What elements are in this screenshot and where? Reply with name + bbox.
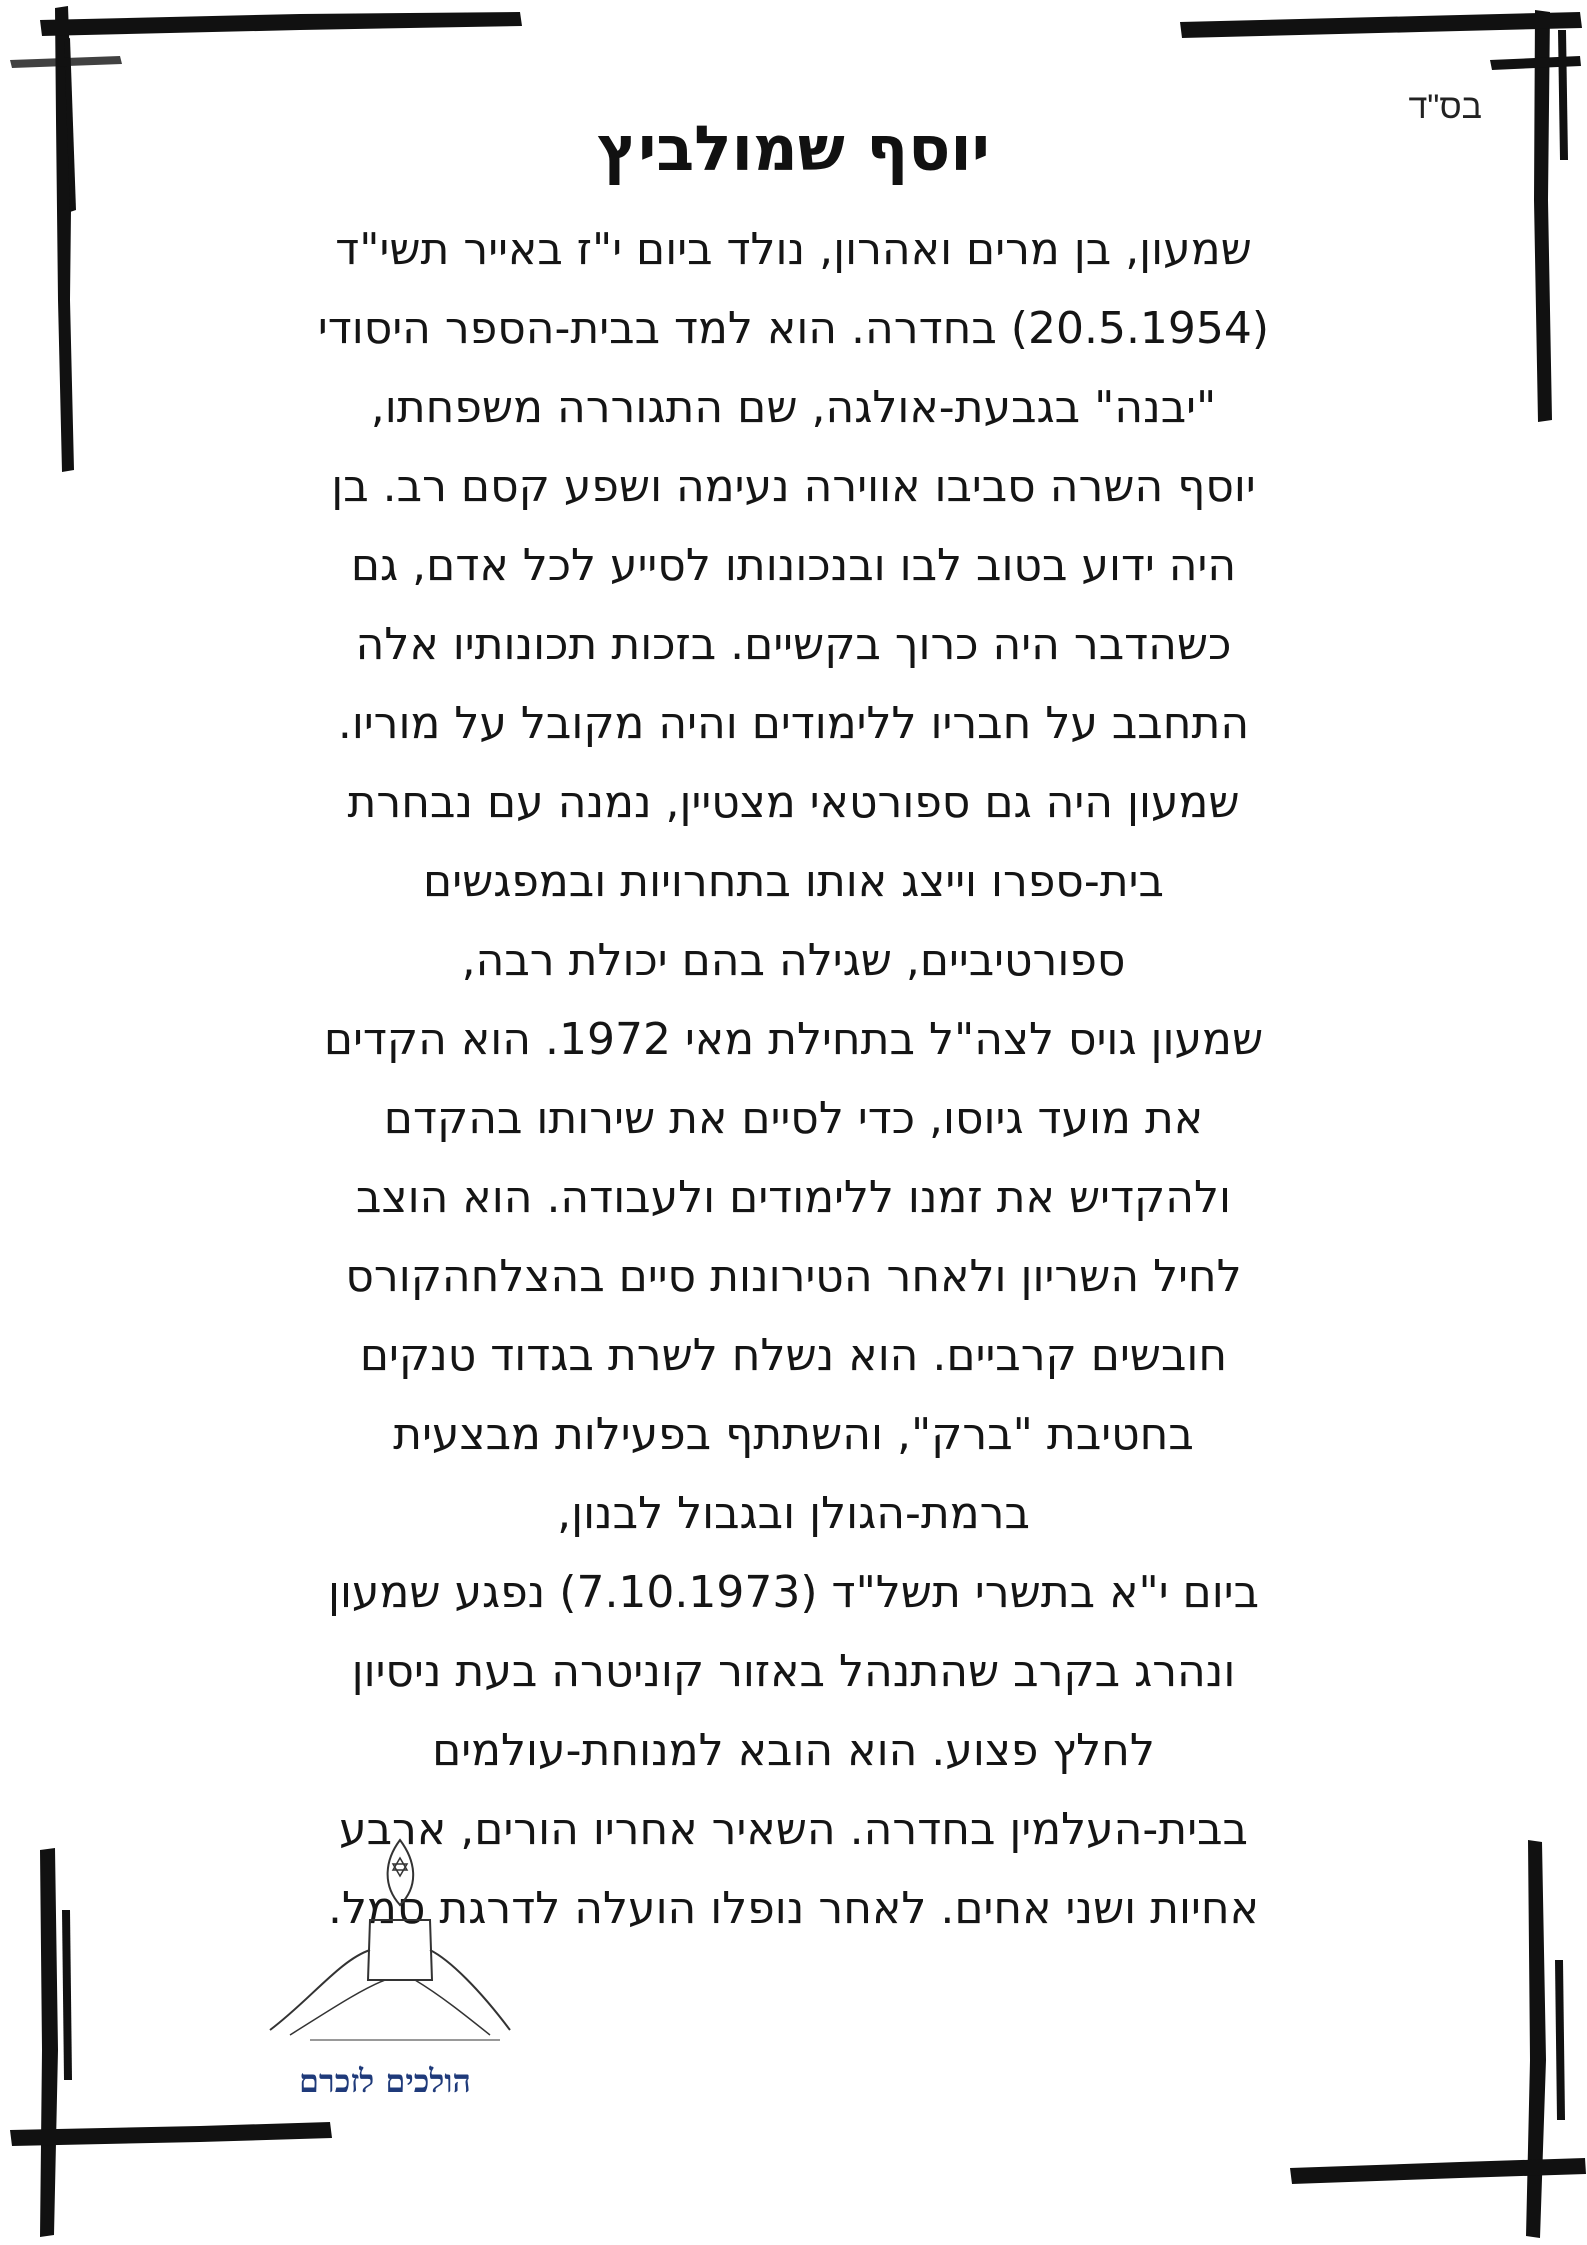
body-line: כשהדבר היה כרוך בקשיים. בזכות תכונותיו אלה bbox=[355, 619, 1232, 670]
body-line: לחלץ פצוע. הוא הובא למנוחת-עולמים bbox=[432, 1725, 1155, 1776]
biography-body bbox=[130, 210, 1457, 1948]
body-line: חובשים קרביים. הוא נשלח לשרת בגדוד טנקים bbox=[359, 1330, 1228, 1381]
body-line: ולהקדיש את זמנו ללימודים ולעבודה. הוא הוצב bbox=[356, 1172, 1231, 1223]
logo-caption: הולכים לזכרם bbox=[299, 2062, 471, 2100]
body-line: היה ידוע בטוב לבו ובנכונותו לסייע לכל אדם, גם bbox=[350, 540, 1237, 591]
body-line: יוסף השרה סביבו אווירה נעימה ושפע קסם רב. בן bbox=[331, 461, 1256, 512]
body-line: אחיות ושני אחים. לאחר נופלו הועלה לדרגת סמל. bbox=[327, 1883, 1260, 1934]
body-line: שמעון גויס לצה"ל בתחילת מאי 1972. הוא הקדים bbox=[323, 1014, 1264, 1065]
body-line: "יבנה" בגבעת-אולגה, שם התגוררה משפחתו, bbox=[370, 382, 1217, 433]
body-line: שמעון, בן מרים ואהרון, נולד ביום י"ז באייר תשי"ד bbox=[335, 224, 1252, 275]
body-line: ספורטיביים, שגילה בהם יכולת רבה, bbox=[461, 935, 1126, 986]
body-line: התחבב על חבריו ללימודים והיה מקובל על מוריו. bbox=[337, 698, 1250, 749]
body-line: בבית-העלמין בחדרה. השאיר אחריו הורים, ארבע bbox=[339, 1804, 1248, 1855]
body-line: בחטיבת "ברק", והשתתף בפעילות מבצעית bbox=[393, 1409, 1194, 1460]
body-line: ברמת-הגולן ובגבול לבנון, bbox=[557, 1488, 1030, 1539]
body-line: שמעון היה גם ספורטאי מצטיין, נמנה עם נבחרת bbox=[347, 777, 1240, 828]
body-line: (20.5.1954) בחדרה. הוא למד בבית-הספר היסודי bbox=[317, 303, 1270, 354]
body-line: ביום י"א בתשרי תשל"ד (7.10.1973) נפגע שמעון bbox=[327, 1567, 1260, 1618]
memorial-logo bbox=[250, 1830, 520, 2120]
memorial-candle-icon bbox=[250, 1830, 520, 2070]
bsd-header: בס"ד bbox=[1408, 88, 1482, 126]
body-line: ונהרג בקרב שהתנהל באזור קוניטרה בעת ניסיון bbox=[351, 1646, 1236, 1697]
body-line: את מועד גיוסו, כדי לסיים את שירותו בהקדם bbox=[383, 1093, 1204, 1144]
body-line: בית-ספרו וייצג אותו בתחרויות ובמפגשים bbox=[423, 856, 1164, 907]
body-line: לחיל השריון ולאחר הטירונות סיים בהצלחהקורס bbox=[345, 1251, 1242, 1302]
page-title: יוסף שמולביץ bbox=[597, 112, 990, 185]
